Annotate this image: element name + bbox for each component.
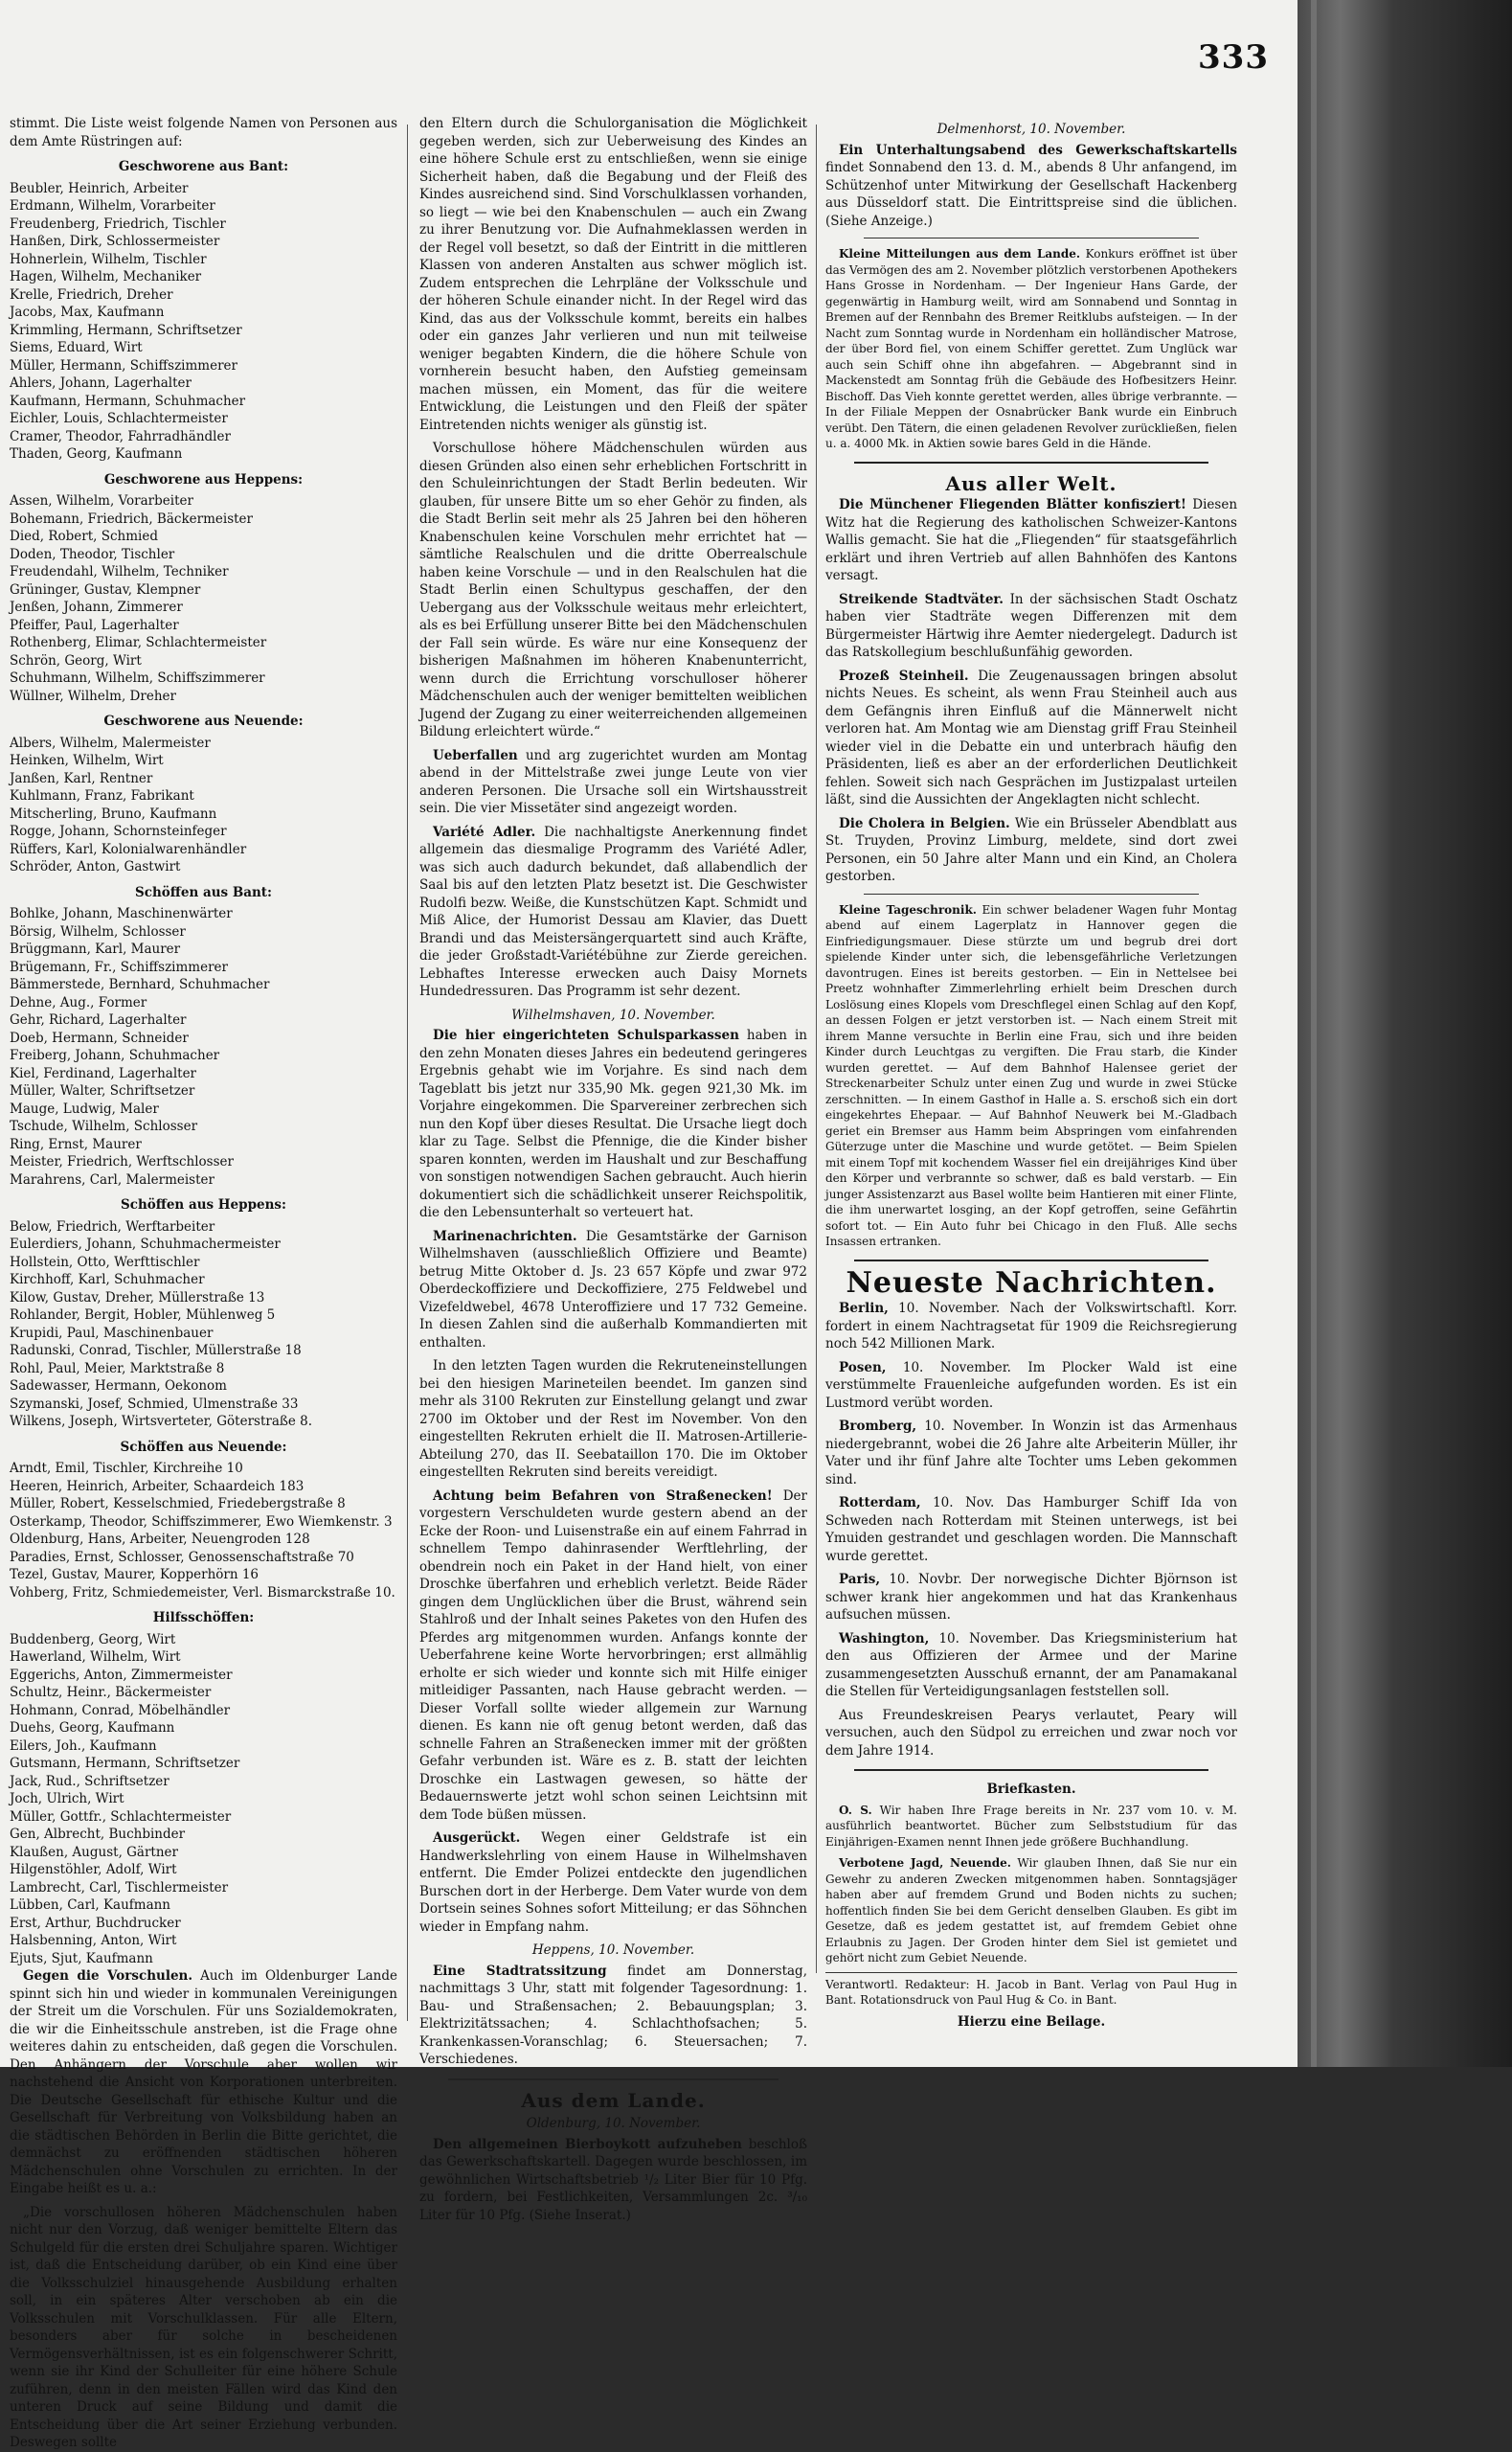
news-text: beschloß das Gewerkschaftskartell. Dagegen wurde beschlossen, im gewöhnlichen Wirtschaftsbetrieb ¹/₂ Liter Bier für 10 Pfg. zu fordern, bei Festlichkeiten, Versammlungen 2c. ³/₁₀ Liter für 10 Pfg. (Siehe Inserat.)	[419, 2136, 807, 2223]
briefkasten-title: Briefkasten.	[986, 1782, 1076, 1797]
list-item: Müller, Gottfr., Schlachtermeister	[10, 1808, 232, 1825]
list-item: Rüffers, Karl, Kolonialwarenhändler	[10, 841, 247, 857]
news-text: Diesen Witz hat die Regierung des katholischen Schweizer-Kantons Wallis gemacht. Sie hat die „Fliegenden“ für staatsgefährlich erklärt und ihren Vertrieb auf allen Bahnhöfen des Kantons versagt.	[825, 497, 1238, 583]
list-item: Jenßen, Johann, Zimmerer	[10, 600, 183, 615]
list-item: Schuhmann, Wilhelm, Schiffszimmerer	[10, 670, 265, 686]
news-lead: Bromberg,	[839, 1419, 917, 1434]
list-item: Wilkens, Joseph, Wirtsverteter, Göterstraße 8.	[10, 1414, 313, 1429]
list-item: Kilow, Gustav, Dreher, Müllerstraße 13	[10, 1289, 265, 1305]
news-lead: Kleine Tageschronik.	[839, 902, 977, 917]
list-title: Geschworene aus Bant:	[118, 159, 289, 174]
column-left	[10, 115, 397, 2450]
letter-lead: Verbotene Jagd, Neuende.	[839, 1856, 1011, 1870]
list-item: Erdmann, Wilhelm, Vorarbeiter	[10, 198, 215, 214]
news-lead: Kleine Mitteilungen aus dem Lande.	[839, 247, 1081, 261]
dateline: Wilhelmshaven, 10. November.	[511, 1007, 715, 1023]
column-divider	[816, 125, 817, 1973]
name-list	[10, 180, 397, 464]
list-item: Bohemann, Friedrich, Bäckermeister	[10, 511, 253, 527]
news-item	[825, 902, 1237, 1250]
news-item	[825, 1707, 1237, 1760]
news-item	[419, 1963, 807, 2069]
news-text: Die Zeugenaussagen bringen absolut nichts Neues. Es scheint, als wenn Frau Steinheil auch aus dem Gefängnis ihren Einfluß auf die Männerwelt nicht verloren hat. Am Montag wie am Dienstag griff Frau Steinheil wieder viel in die Debatte ein und unterbrach häufig den Präsidenten, ließ es aber an der erforderlichen Deutlichkeit fehlen. Soweit sich nach Gesprächen im Justizpalast urteilen läßt, sind die Aussichten der Angeklagten nicht schlecht.	[825, 668, 1238, 807]
dateline: Heppens, 10. November.	[531, 1942, 695, 1958]
list-title: Schöffen aus Heppens:	[120, 1197, 287, 1213]
news-lead: Den allgemeinen Bierboykott aufzuheben	[433, 2136, 742, 2152]
intro-text: stimmt. Die Liste weist folgende Namen von Personen aus dem Amte Rüstringen auf:	[10, 116, 397, 149]
list-item: Hagen, Wilhelm, Mechaniker	[10, 269, 202, 284]
news-lead: Posen,	[839, 1359, 887, 1375]
list-item: Tschude, Wilhelm, Schlosser	[10, 1119, 198, 1134]
section-headline: Aus dem Lande.	[521, 2088, 706, 2112]
list-item: Hanßen, Dirk, Schlossermeister	[10, 234, 220, 249]
news-text: Ein schwer beladener Wagen fuhr Montag abend auf einem Lagerplatz in Hannover gegen die Einfriedigungsmauer. Diese stürzte um und begrub drei dort spielende Kinder unter sich, die lebensgefährliche Verletzungen davontrugen. Eines ist bereits gestorben. — Ein in Nettelsee bei Preetz wohnhafter Zimmerlehrling erhielt beim Dreschen durch Loslösung eines Klopels vom Dreschflegel einen Schlag auf den Kopf, an dessen Folgen er jetzt verstorben ist. — Nach einem Streit mit ihrem Manne versuchte in Berlin eine Frau, sich und ihre beiden Kinder durch Leuchtgas zu vergiften. Die Frau starb, die Kinder wurden gerettet. — Auf dem Bahnhof Halensee geriet der Streckenarbeiter Schulz unter einen Zug und wurde in zwei Stücke zerschnitten. — In einem Gasthof in Halle a. S. erschoß sich ein dort eingekehrtes Ehepaar. — Auf Bahnhof Neuwerk bei M.-Gladbach geriet ein Bremser aus Hamm beim Abspringen vom einfahrenden Güterzuge unter die Maschine und wurde getötet. — Beim Spielen mit einem Topf mit kochendem Wasser fiel ein dreijähriges Kind über den Körper und verbrannte so schwer, daß es bald verstarb. — Ein junger Assistenzarzt aus Basel wollte beim Hantieren mit einer Flinte, die ihm unerwartet losging, an der Kopf getroffen, seine Gefährtin sofort tot. — Ein Auto fuhr bei Chicago in den Fluß. Alle sechs Insassen ertranken.	[825, 902, 1237, 1248]
news-item	[419, 1487, 807, 1825]
list-item: Doden, Theodor, Tischler	[10, 546, 175, 562]
news-text: Aus Freundeskreisen Pearys verlautet, Peary will versuchen, auch den Südpol zu erreichen und zwar noch vor dem Jahre 1914.	[825, 1707, 1237, 1759]
list-item: Szymanski, Josef, Schmied, Ulmenstraße 33	[10, 1396, 299, 1412]
list-item: Oldenburg, Hans, Arbeiter, Neuengroden 128	[10, 1532, 310, 1547]
list-item: Jacobs, Max, Kaufmann	[10, 305, 165, 320]
list-item: Osterkamp, Theodor, Schiffszimmerer, Ewo Wiemkenstr. 3	[10, 1513, 393, 1530]
news-lead: Paris,	[839, 1572, 881, 1587]
list-item: Paradies, Ernst, Schlosser, Genossenschaftstraße 70	[10, 1549, 354, 1565]
news-text: und arg zugerichtet wurden am Montag abend in der Mittelstraße zwei junge Leute von vier anderen Personen. Die Ursache soll ein Wirtshausstreit sein. Die vier Missetäter sind angezeigt worden.	[419, 747, 808, 816]
list-item: Meister, Friedrich, Werftschlosser	[10, 1154, 234, 1169]
news-item	[825, 142, 1237, 231]
list-item: Krelle, Friedrich, Dreher	[10, 286, 173, 303]
list-item: Müller, Robert, Kesselschmied, Friedebergstraße 8	[10, 1496, 346, 1511]
list-item: Wüllner, Wilhelm, Dreher	[10, 688, 176, 704]
list-item: Beubler, Heinrich, Arbeiter	[10, 180, 189, 196]
news-lead: Die Münchener Fliegenden Blätter konfisziert!	[839, 497, 1186, 512]
article-quote: „Die vorschullosen höheren Mädchenschulen haben nicht nur den Vorzug, daß weniger bemittelte Eltern das Schulgeld für die ersten drei Schuljahre sparen. Wichtiger ist, daß die Entscheidung darüber, ob ein Kind eine über die Volksschulziel hinausgehende Ausbildung erhalten soll, in ein späteres Alter verschoben ab ein die Volksschulen mit Vorschulklassen. Für alle Eltern, besonders aber für solche in bescheidenen Vermögensverhältnissen, ist es ein folgenschwerer Schritt, wenn sie ihr Kind der Schulleiter für eine höhere Schule zuführen, denn in den meisten Fällen wird das Kind den unteren Druck auf seine Bildung und damit die Entscheidung über die Art seiner Erziehung verbunden. Deswegen sollte	[10, 2204, 397, 2450]
news-text: 10. November. Nach der Volkswirtschaftl. Korr. fordert in einem Nachtragsetat für 1909 die Reichsregierung noch 542 Millionen Mark.	[825, 1301, 1237, 1351]
news-item	[419, 1829, 807, 1936]
list-item: Gehr, Richard, Lagerhalter	[10, 1012, 187, 1028]
imprint: Verantwortl. Redakteur: H. Jacob in Bant. Verlag von Paul Hug in Bant. Rotationsdruck von Paul Hug & Co. in Bant.	[825, 1972, 1237, 2008]
latest-news-list	[825, 1300, 1237, 1760]
list-item: Eilers, Joh., Kaufmann	[10, 1737, 157, 1754]
book-binding	[1298, 0, 1512, 2067]
news-item	[825, 1418, 1237, 1488]
list-title: Geschworene aus Heppens:	[103, 471, 304, 488]
list-item: Vohberg, Fritz, Schmiedemeister, Verl. Bismarckstraße 10.	[10, 1584, 395, 1601]
list-item: Assen, Wilhelm, Vorarbeiter	[10, 493, 193, 509]
paragraph: den Eltern durch die Schulorganisation die Möglichkeit gegeben werden, sich zur Ueberweisung des Kindes an eine höhere Schule erst zu entschließen, wenn sie einige Sicherheit haben, daß die Begabung und der Fleiß des Kindes ausreichend sind. Sind Vorschulklassen vorhanden, so liegt — wie bei den Knabenschulen — auch ein Zwang zu ihrer Benutzung vor. Die Aufnahmeklassen werden in der Regel voll besetzt, so daß der Eintritt in die mittleren Klassen von anderen Anstalten aus schwer möglich ist. Zudem entsprechen die Lehrpläne der Volksschule und der höheren Schule einander nicht. In der Regel wird das Kind, das aus der Volksschule kommt, bereits ein halbes oder ein ganzes Jahr verlieren und nun mit teilweise weniger begabten Kindern, die die höhere Schule von vornherein besucht haben, den Aufstieg gemeinsam machen müssen, ein Moment, das für die weitere Entwicklung, die Leistungen und den Fleiß der später Eintretenden nichts weniger als günstig ist.	[419, 116, 807, 433]
list-title: Hilfsschöffen:	[152, 1610, 255, 1625]
list-item: Kirchhoff, Karl, Schuhmacher	[10, 1272, 205, 1287]
list-item: Halsbenning, Anton, Wirt	[10, 1933, 177, 1948]
list-item: Freudendahl, Wilhelm, Techniker	[10, 564, 229, 579]
list-item: Tezel, Gustav, Maurer, Kopperhörn 16	[10, 1567, 260, 1582]
juror-lists	[10, 158, 397, 1967]
section-headline: Aus aller Welt.	[945, 471, 1117, 495]
divider	[854, 1260, 1208, 1261]
list-item: Ejuts, Sjut, Kaufmann	[10, 1950, 153, 1966]
name-list	[10, 1460, 397, 1601]
news-text: 10. Nov. Das Hamburger Schiff Ida von Schweden nach Rotterdam mit Steinen unterwegs, ist bei Ymuiden gestrandet und geschlagen worden. Die Mannschaft wurde gerettet.	[825, 1495, 1238, 1564]
list-item: Arndt, Emil, Tischler, Kirchreihe 10	[10, 1461, 243, 1476]
name-list	[10, 735, 397, 876]
paragraph: In den letzten Tagen wurden die Rekruteneinstellungen bei den hiesigen Marineteilen beendet. Im ganzen sind mehr als 3100 Rekruten zur Einstellung gelangt und zwar 2700 im Oktober und der Rest im November. Von den eingestellten Rekruten erhielt die II. Matrosen-Artillerie-Abteilung 270, das II. Seebataillon 170. Die im Oktober eingestellten Rekruten sind bereits vereidigt.	[419, 1358, 807, 1480]
letter-item	[825, 1803, 1237, 1850]
news-item	[419, 1027, 807, 1222]
news-text: Wegen einer Geldstrafe ist ein Handwerkslehrling von einem Hause in Wilhelmshaven entfernt. Die Emder Polizei entdeckte den jugendlichen Burschen dort in der Herberge. Dem Vater wurde von dem Dortsein seines Sohnes sofort Mitteilung; er das Söhnchen wieder in Empfang nahm.	[419, 1830, 807, 1935]
list-item: Lambrecht, Carl, Tischlermeister	[10, 1879, 229, 1896]
briefkasten-list	[825, 1803, 1237, 1966]
divider	[864, 894, 1199, 895]
news-lead: Ausgerückt.	[433, 1830, 521, 1846]
supplement-note: Hierzu eine Beilage.	[957, 2013, 1106, 2030]
news-item	[419, 2136, 807, 2225]
news-lead: Marinenachrichten.	[433, 1228, 577, 1244]
news-text: Wie ein Brüsseler Abendblatt aus St. Truyden, Provinz Limburg, meldete, sind dort zwei Personen, ein 50 Jahre alter Mann und ein Kind, an Cholera gestorben.	[825, 815, 1237, 884]
news-item	[825, 246, 1237, 452]
news-item	[825, 1630, 1237, 1701]
list-title: Schöffen aus Bant:	[134, 884, 273, 900]
list-item: Börsig, Wilhelm, Schlosser	[10, 923, 186, 940]
list-title: Geschworene aus Neuende:	[103, 714, 304, 729]
list-item: Radunski, Conrad, Tischler, Müllerstraße 18	[10, 1343, 302, 1358]
news-text: 10. November. In Wonzin ist das Armenhaus niedergebrannt, wobei die 26 Jahre alte Arbeiterin Müller, ihr Vater und ihr fünf Jahre alte Tochter ums Leben gekommen sind.	[825, 1419, 1238, 1487]
list-item: Schultz, Heinr., Bäckermeister	[10, 1685, 212, 1700]
news-lead: Rotterdam,	[839, 1495, 921, 1510]
list-item: Kuhlmann, Franz, Fabrikant	[10, 788, 194, 804]
news-lead: Berlin,	[839, 1301, 889, 1316]
list-item: Eichler, Louis, Schlachtermeister	[10, 411, 228, 426]
article-vorschulen	[10, 1967, 397, 2198]
list-item: Thaden, Georg, Kaufmann	[10, 446, 183, 462]
list-item: Krupidi, Paul, Maschinenbauer	[10, 1325, 214, 1341]
article-lead: Gegen die Vorschulen.	[23, 1968, 193, 1984]
list-item: Duehs, Georg, Kaufmann	[10, 1720, 175, 1736]
column-right	[825, 115, 1238, 2030]
list-item: Ring, Ernst, Maurer	[10, 1136, 142, 1152]
list-item: Sadewasser, Hermann, Oekonom	[10, 1378, 227, 1394]
news-text: 10. Novbr. Der norwegische Dichter Björnson ist schwer krank hier angekommen und hat das Krankenhaus aufsuchen müssen.	[825, 1572, 1237, 1623]
list-item: Janßen, Karl, Rentner	[10, 770, 153, 786]
news-text: findet Sonnabend den 13. d. M., abends 8 Uhr anfangend, im Schützenhof unter Mitwirkung der Gesellschaft Hackenberg aus Düsseldorf statt. Die Eintrittspreise sind die üblichen. (Siehe Anzeige.)	[825, 160, 1237, 229]
dateline: Delmenhorst, 10. November.	[937, 122, 1126, 137]
news-lead: Ueberfallen	[433, 747, 518, 763]
article-body: Auch im Oldenburger Lande spinnt sich hin und wieder in kommunalen Vereinigungen der Streit um die Vorschulen. Für uns Sozialdemokraten, die wir die Einheitsschule anstreben, ist die Frage ohne weiteres dahin zu entscheiden, daß gegen die Vorschulen. Den Anhängern der Vorschule aber wollen wir nachstehend die Ansicht von Korporationen unterbreiten. Die Deutsche Gesellschaft für ethische Kultur und die Gesellschaft für Verbreitung von Volksbildung haben an die städtischen Behörden in Berlin die Bitte gerichtet, die demnächst zu eröffnenden städtischen höheren Mädchenschulen ohne Vorschulen zu errichten. In der Eingabe heißt es u. a.:	[10, 1968, 397, 2196]
list-item: Freiberg, Johann, Schuhmacher	[10, 1048, 220, 1063]
list-item: Schröder, Anton, Gastwirt	[10, 859, 181, 874]
list-item: Hollstein, Otto, Werfttischler	[10, 1254, 200, 1270]
news-item	[825, 1494, 1237, 1565]
list-item: Joch, Ulrich, Wirt	[10, 1791, 124, 1806]
letter-text: Wir haben Ihre Frage bereits in Nr. 237 vom 10. v. M. ausführlich beantwortet. Bücher zum Selbststudium für das Einjährigen-Examen nennt Ihnen jede größere Buchhandlung.	[825, 1803, 1237, 1849]
list-item: Doeb, Hermann, Schneider	[10, 1030, 189, 1046]
list-item: Schrön, Georg, Wirt	[10, 652, 142, 669]
column-middle	[419, 115, 808, 2223]
news-text: Konkurs eröffnet ist über das Vermögen des am 2. November plötzlich verstorbenen Apothekers Hans Grosse in Nordenham. — Der Ingenieur Hans Garde, der gegenwärtig in Hamburg weilt, wird am Sonnabend und Sonntag in Bremen auf der Rennbahn des Bremer Reitklubs aufsteigen. — In der Nacht zum Sonntag wurde in Nordenham ein holländischer Matrose, der über Bord fiel, von einem Schiffer gerettet. Zum Unglück war auch sein Schiff ohne ihn abgefahren. — Abgebrannt sind in Mackenstedt am Sonntag früh die Gebäude des Hofbesitzers Heinr. Bischoff. Das Vieh konnte gerettet werden, alles übrige verbrannte. — In der Filiale Meppen der Osnabrücker Bank wurde ein Einbruch verübt. Den Tätern, die einen geladenen Revolver zurückließen, fielen u. a. 4000 Mk. in Aktien sowie bares Geld in die Hände.	[825, 247, 1237, 450]
news-lead: Streikende Stadtväter.	[839, 591, 1004, 607]
news-text: 10. November. Im Plocker Wald ist eine verstümmelte Frauenleiche aufgefunden worden. Es ist ein Lustmord verübt worden.	[825, 1359, 1238, 1411]
paragraph: Vorschullose höhere Mädchenschulen würden aus diesen Gründen also einen sehr erheblichen Fortschritt in den Schuleinrichtungen der Stadt Berlin bedeuten. Wir glauben, für unsere Bitte um so eher Gehör zu finden, als die Stadt Berlin seit mehr als 25 Jahren bei den höheren Knabenschulen keine Vorschulen mehr errichtet hat — sämtliche Realschulen und die dritte Oberrealschule haben keine Vorschule — und in den Realschulen hat die Stadt Berlin einen Schultypus geschaffen, der den Uebergang aus der Volksschule weitaus mehr erleichtert, als es bei Erfüllung unserer Bitte bei den Mädchenschulen der Fall sein würde. Es wäre nur eine Konsequenz der bisherigen Maßnahmen im höheren Knabenunterricht, wenn durch die Errichtung vorschulloser höherer Mädchenschulen auch der weniger bemittelten weiblichen Jugend der Zugang zu einer weiterreichenden allgemeinen Bildung erleichtert würde.“	[419, 441, 807, 739]
divider	[854, 1769, 1208, 1771]
list-item: Mauge, Ludwig, Maler	[10, 1101, 159, 1117]
list-item: Cramer, Theodor, Fahrradhändler	[10, 428, 231, 444]
divider	[448, 2078, 779, 2080]
list-item: Müller, Hermann, Schiffszimmerer	[10, 357, 237, 374]
news-lead: Die hier eingerichteten Schulsparkassen	[433, 1028, 739, 1043]
news-item	[825, 1571, 1237, 1624]
list-item: Grüninger, Gustav, Klempner	[10, 581, 201, 598]
list-title: Schöffen aus Neuende:	[120, 1439, 287, 1455]
list-item: Brüggmann, Karl, Maurer	[10, 942, 181, 957]
letter-text: Wir glauben Ihnen, daß Sie nur ein Gewehr zu anderen Zwecken mitgenommen haben. Sonntagsjäger haben aber auf fremdem Grund und Boden nichts zu suchen; hoffentlich finden Sie bei dem Gericht denselben Glauben. Es gibt im Gesetze, daß es jedem gestattet ist, auf fremdem Gebiet ohne Erlaubnis zu Jagen. Der Groden hinter dem Siel ist gemietet und gehört nicht zum Gebiet Neuende.	[825, 1856, 1237, 1964]
news-text: findet am Donnerstag, nachmittags 3 Uhr, statt mit folgender Tagesordnung: 1. Bau- und Straßensachen; 2. Bebauungsplan; 3. Elektrizitätssachen; 4. Schlachthofsachen; 5. Krankenkassen-Voranschlag; 6. Steuersachen; 7. Verschiedenes.	[419, 1963, 807, 2067]
letter-lead: O. S.	[839, 1803, 872, 1817]
list-item: Jack, Rud., Schriftsetzer	[10, 1773, 169, 1789]
news-item	[419, 824, 807, 1001]
news-item	[825, 591, 1237, 662]
news-text: In der sächsischen Stadt Oschatz haben vier Stadträte wegen Differenzen mit dem Bürgermeister Härtwig ihre Aemter niedergelegt. Dadurch ist das Ratskollegium beschlußunfähig geworden.	[825, 591, 1238, 660]
news-lead: Washington,	[839, 1630, 930, 1646]
column-divider	[407, 125, 408, 2021]
list-item: Hohnerlein, Wilhelm, Tischler	[10, 251, 207, 267]
news-item	[825, 496, 1237, 585]
letter-item	[825, 1855, 1237, 1966]
list-item: Gen, Albrecht, Buchbinder	[10, 1827, 186, 1842]
news-item	[419, 747, 807, 818]
list-item: Krimmling, Hermann, Schriftsetzer	[10, 322, 242, 338]
news-text: Die nachhaltigste Anerkennung findet allgemein das diesmalige Programm des Variété Adler, was sich auch dadurch bekundet, daß allabendlich der Saal bis auf den letzten Platz besetzt ist. Die Geschwister Rudolfi bezw. Weiße, die Kunstschützen Kapt. Schmidt und Miß Alice, der Humorist Dessau am Klavier, das Duett Brandi und das Meistersängerquartett sind auch Kräfte, die jeder Großstadt-Variétébühne zur Zierde gereichen. Lebhaftes Interesse erwecken auch Daisy Mornets Hundedressuren. Das Programm ist sehr dezent.	[419, 824, 807, 999]
news-text: Die Gesamtstärke der Garnison Wilhelmshaven (ausschließlich Offiziere und Beamte) betrug Mitte Oktober d. Js. 23 657 Köpfe und zwar 972 Oberdeckoffiziere und Deckoffiziere, 275 Feldwebel und Vizefeldwebel, 4678 Unteroffiziere und 17 732 Gemeine. In diesen Zahlen sind die außerhalb Kommandierten mit enthalten.	[419, 1228, 807, 1351]
news-lead: Die Cholera in Belgien.	[839, 815, 1010, 831]
list-item: Rohl, Paul, Meier, Marktstraße 8	[10, 1360, 225, 1376]
list-item: Mitscherling, Bruno, Kaufmann	[10, 806, 217, 822]
name-list	[10, 905, 397, 1189]
list-item: Gutsmann, Hermann, Schriftsetzer	[10, 1756, 240, 1771]
list-item: Lübben, Carl, Kaufmann	[10, 1897, 171, 1913]
news-lead: Variété Adler.	[433, 824, 536, 840]
name-list	[10, 492, 397, 705]
list-item: Heinken, Wilhelm, Wirt	[10, 753, 164, 768]
dateline: Oldenburg, 10. November.	[526, 2116, 701, 2131]
list-item: Rohlander, Bergit, Hobler, Mühlenweg 5	[10, 1307, 276, 1323]
list-item: Rogge, Johann, Schornsteinfeger	[10, 824, 227, 839]
news-lead: Ein Unterhaltungsabend des Gewerkschaftskartells	[839, 142, 1237, 158]
news-text: haben in den zehn Monaten dieses Jahres ein bedeutend geringeres Ergebnis gehabt wie im Vorjahre. Es sind nach dem Tageblatt bis jetzt nur 335,90 Mk. gegen 921,30 Mk. im Vorjahre eingekommen. Die Sparvereiner zerbrechen sich nun den Kopf über dieses Resultat. Die Ursache liegt doch klar zu Tage. Selbst die Pfennige, die die Kinder bisher sparen konnten, werden im Haushalt und zur Beschaffung von sonstigen notwendigen Sachen gebraucht. Auch hierin dokumentiert sich die schädlichkeit unserer Reichspolitik, die den Lebensunterhalt so verteuert hat.	[419, 1028, 807, 1220]
section-headline: Neueste Nachrichten.	[846, 1265, 1217, 1300]
news-item	[825, 815, 1237, 886]
list-item: Dehne, Aug., Former	[10, 994, 147, 1010]
list-item: Kaufmann, Hermann, Schuhmacher	[10, 393, 246, 409]
news-lead: Eine Stadtratssitzung	[433, 1963, 607, 1979]
list-item: Died, Robert, Schmied	[10, 529, 158, 544]
news-text: Der vorgestern Verschuldeten wurde gestern abend an der Ecke der Roon- und Luisenstraße ein auf einem Fahrrad in schnellem Tempo dahinrasender Werftlehrling, der obendrein noch ein Paket in der Hand hielt, von einer Droschke überfahren und erheblich verletzt. Beide Räder gingen dem Unglücklichen über die Brust, während sein Stahlroß und der Inhalt seines Paketes von den Hufen des Pferdes arg mitgenommen wurden. Anfangs konnte der Ueberfahrene keine Worte hervorbringen; erst allmählig erholte er sich wieder und konnte sich mit Hilfe einiger mitleidiger Passanten, nach Hause gebracht werden. — Dieser Vorfall sollte wieder allgemein zur Warnung dienen. Es kann nie oft genug betont werden, daß das schnelle Fahren an Straßenecken immer mit der größten Gefahr verbunden ist. Wäre es z. B. statt der leichten Droschke ein Lastwagen gewesen, so hätte der Bedauernswerte jetzt wohl schon seinen Leichtsinn mit dem Tode büßen müssen.	[419, 1487, 807, 1823]
news-item	[825, 1359, 1237, 1413]
list-item: Freudenberg, Friedrich, Tischler	[10, 216, 226, 232]
list-item: Bohlke, Johann, Maschinenwärter	[10, 906, 233, 921]
news-item	[419, 1228, 807, 1352]
list-item: Eggerichs, Anton, Zimmermeister	[10, 1667, 233, 1683]
news-text: 10. November. Das Kriegsministerium hat den aus Offizieren der Armee und der Marine zusammengesetzten Ausschuß ernannt, der am Panamakanal die Stellen für Verteidigungsanlagen feststellen soll.	[825, 1630, 1237, 1699]
list-item: Kiel, Ferdinand, Lagerhalter	[10, 1065, 197, 1081]
divider	[854, 462, 1208, 464]
news-lead: Achtung beim Befahren von Straßenecken!	[433, 1487, 773, 1504]
list-item: Bämmerstede, Bernhard, Schuhmacher	[10, 977, 270, 992]
list-item: Hawerland, Wilhelm, Wirt	[10, 1649, 181, 1665]
list-item: Hohmann, Conrad, Möbelhändler	[10, 1702, 231, 1718]
page-number: 333	[1198, 38, 1269, 77]
list-item: Rothenberg, Elimar, Schlachtermeister	[10, 635, 267, 650]
news-item	[825, 668, 1237, 809]
list-item: Hilgenstöhler, Adolf, Wirt	[10, 1862, 177, 1877]
name-list	[10, 1218, 397, 1431]
news-lead: Prozeß Steinheil.	[839, 668, 969, 684]
list-item: Heeren, Heinrich, Arbeiter, Schaardeich 183	[10, 1478, 305, 1494]
list-item: Eulerdiers, Johann, Schuhmachermeister	[10, 1237, 281, 1252]
list-item: Ahlers, Johann, Lagerhalter	[10, 375, 192, 391]
list-item: Müller, Walter, Schriftsetzer	[10, 1083, 195, 1099]
list-item: Below, Friedrich, Werftarbeiter	[10, 1218, 215, 1235]
name-list	[10, 1631, 397, 1968]
list-item: Buddenberg, Georg, Wirt	[10, 1631, 176, 1647]
news-item	[825, 1300, 1237, 1353]
list-item: Brügemann, Fr., Schiffszimmerer	[10, 959, 228, 975]
list-item: Pfeiffer, Paul, Lagerhalter	[10, 617, 179, 633]
list-item: Siems, Eduard, Wirt	[10, 340, 143, 355]
list-item: Erst, Arthur, Buchdrucker	[10, 1915, 181, 1931]
list-item: Albers, Wilhelm, Malermeister	[10, 735, 211, 751]
list-item: Klaußen, August, Gärtner	[10, 1844, 178, 1860]
list-item: Marahrens, Carl, Malermeister	[10, 1171, 214, 1188]
